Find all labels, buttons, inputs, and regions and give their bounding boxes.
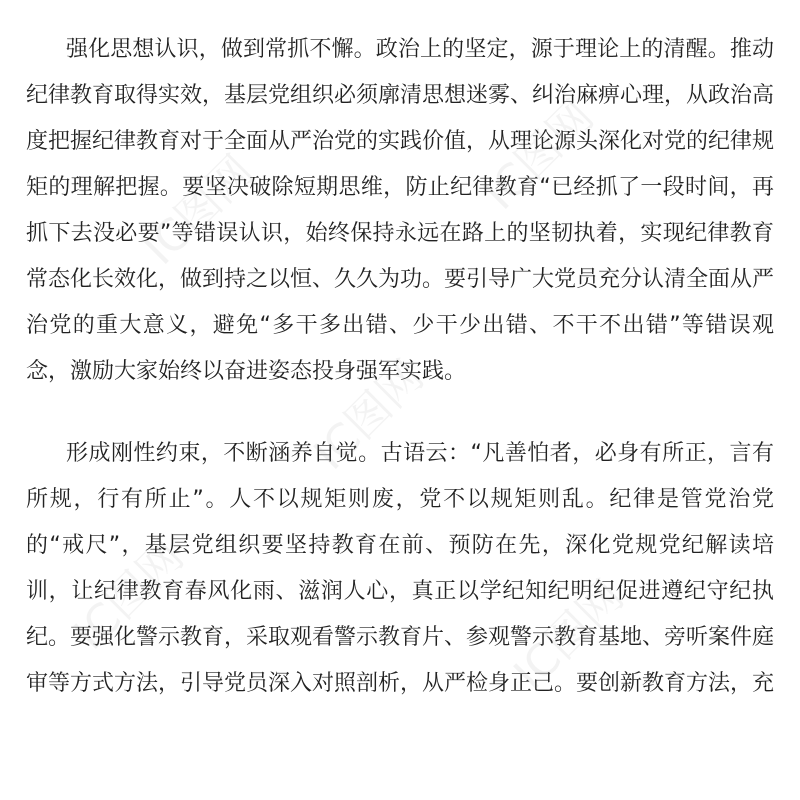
watermark: IC图网 <box>304 350 434 480</box>
watermark: IC图网 <box>474 90 604 220</box>
watermark: IC图网 <box>64 530 194 660</box>
watermark: IC图网 <box>134 145 264 275</box>
article-body <box>26 27 774 707</box>
watermark: IC图网 <box>504 570 634 700</box>
paragraph-1: 强化思想认识，做到常抓不懈。政治上的坚定，源于理论上的清醒。推动纪律教育取得实效，基层党组织必须廓清思想迷雾、纠治麻痹心理，从政治高度把握纪律教育对于全面从严治党的实践价值，从理论源头深化对党的纪律规矩的理解把握。要坚决破除短期思维，防止纪律教育“已经抓了一段时间，再抓下去没必要”等错误认识，始终保持永远在路上的坚韧执着，实现纪律教育常态化长效化，做到持之以恒、久久为功。要引导广大党员充分认清全面从严治党的重大意义，避免“多干多出错、少干少出错、不干不出错”等错误观念，激励大家始终以奋进姿态投身强军实践。 <box>26 37 775 384</box>
paragraph-2: 形成刚性约束，不断涵养自觉。古语云：“凡善怕者，必身有所正，言有所规，行有所止”。人不以规矩则废，党不以规矩则乱。纪律是管党治党的“戒尺”，基层党组织要坚持教育在前、预防在先，深化党规党纪解读培训，让纪律教育春风化雨、滋润人心，真正以学纪知纪明纪促进遵纪守纪执纪。要强化警示教育，采取观看警示教育片、参观警示教育基地、旁听案件庭审等方式方法，引导党员深入对照剖析，从严检身正己。要创新教育方法，充 <box>26 441 775 696</box>
